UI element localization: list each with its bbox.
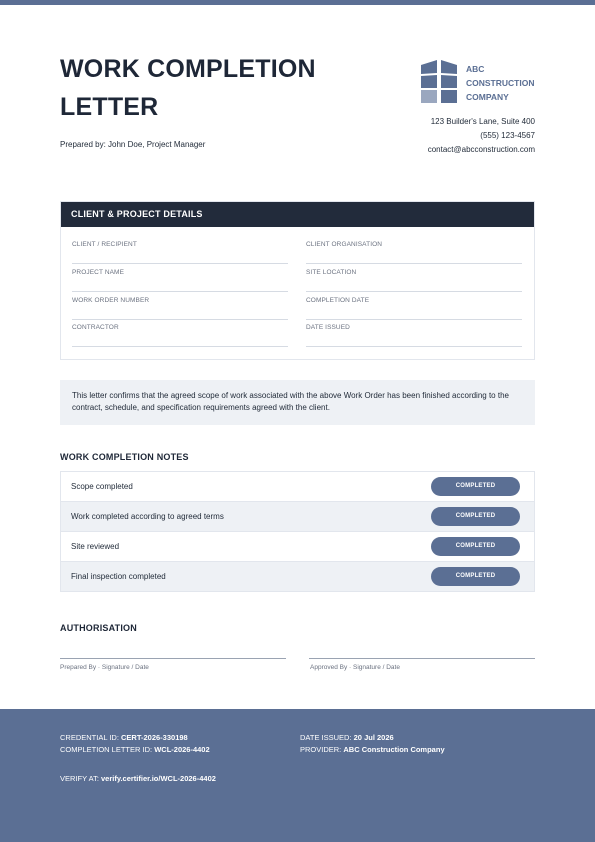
field-label: CLIENT / RECIPIENT — [72, 241, 137, 248]
building-logo-icon — [421, 60, 461, 105]
note-text: Scope completed — [71, 482, 133, 491]
completed-badge: COMPLETED — [431, 537, 520, 556]
verify-link[interactable]: verify.certifier.io/WCL-2026-4402 — [101, 774, 216, 783]
document-title: WORK COMPLETION LETTER — [60, 55, 316, 121]
date-issued-value: 20 Jul 2026 — [353, 733, 394, 742]
credential-footer — [0, 709, 595, 842]
completed-badge: COMPLETED — [431, 507, 520, 526]
details-heading: CLIENT & PROJECT DETAILS — [61, 202, 534, 227]
date-issued-field[interactable] — [306, 324, 522, 347]
client-organisation-field[interactable] — [306, 241, 522, 264]
credential-id-label: CREDENTIAL ID: — [60, 733, 119, 742]
notes-heading: WORK COMPLETION NOTES — [60, 452, 189, 462]
note-text: Site reviewed — [71, 542, 120, 551]
field-label: COMPLETION DATE — [306, 297, 370, 304]
company-name-line: CONSTRUCTION — [466, 78, 535, 88]
prepared-signature-line[interactable] — [60, 658, 286, 659]
company-name-line: COMPANY — [466, 92, 509, 102]
credential-id — [60, 732, 188, 744]
field-label: WORK ORDER NUMBER — [72, 297, 150, 304]
field-label: DATE ISSUED — [306, 324, 350, 331]
field-label: CLIENT ORGANISATION — [306, 241, 383, 248]
site-location-field[interactable] — [306, 269, 522, 292]
note-row — [61, 532, 534, 562]
letter-id-label: COMPLETION LETTER ID: — [60, 745, 153, 754]
company-phone: (555) 123-4567 — [480, 131, 535, 140]
work-order-number-field[interactable] — [72, 297, 288, 320]
project-name-field[interactable] — [72, 269, 288, 292]
prepared-by: Prepared by: John Doe, Project Manager — [60, 140, 206, 149]
provider-label: PROVIDER: — [300, 745, 342, 754]
field-label: PROJECT NAME — [72, 269, 125, 276]
completion-notes-list — [60, 471, 535, 592]
date-issued-label: DATE ISSUED: — [300, 733, 352, 742]
date-issued — [300, 732, 394, 744]
authorisation-heading: AUTHORISATION — [60, 623, 137, 633]
field-label: SITE LOCATION — [306, 269, 357, 276]
completion-letter-id — [60, 744, 210, 756]
note-text: Final inspection completed — [71, 572, 166, 581]
company-contact — [428, 115, 535, 157]
contractor-field[interactable] — [72, 324, 288, 347]
approved-signature-line[interactable] — [309, 658, 535, 659]
company-name — [466, 62, 534, 104]
completion-date-field[interactable] — [306, 297, 522, 320]
completed-badge: COMPLETED — [431, 477, 520, 496]
client-recipient-field[interactable] — [72, 241, 288, 264]
provider-value: ABC Construction Company — [343, 745, 445, 754]
top-accent-bar — [0, 0, 595, 5]
letter-id-value: WCL-2026-4402 — [154, 745, 210, 754]
note-row — [61, 502, 534, 532]
note-row — [61, 472, 534, 502]
completed-badge: COMPLETED — [431, 567, 520, 586]
approved-signature-label: Approved By · Signature / Date — [310, 664, 400, 671]
field-label: CONTRACTOR — [72, 324, 119, 331]
client-project-details — [60, 201, 535, 360]
note-text: Work completed according to agreed terms — [71, 512, 224, 521]
provider — [300, 744, 445, 756]
intro-statement: This letter confirms that the agreed scope of work associated with the above Work Order has been finished according to the contract, schedule, and specification requirements agreed with the client. — [60, 380, 535, 425]
prepared-signature-label: Prepared By · Signature / Date — [60, 664, 149, 671]
credential-id-value: CERT-2026-330198 — [121, 733, 188, 742]
note-row — [61, 562, 534, 591]
verify-label: VERIFY AT: — [60, 774, 99, 783]
company-email[interactable]: contact@abcconstruction.com — [427, 145, 535, 154]
company-address: 123 Builder's Lane, Suite 400 — [430, 117, 535, 126]
verify-at — [60, 773, 216, 785]
company-name-line: ABC — [466, 64, 485, 74]
